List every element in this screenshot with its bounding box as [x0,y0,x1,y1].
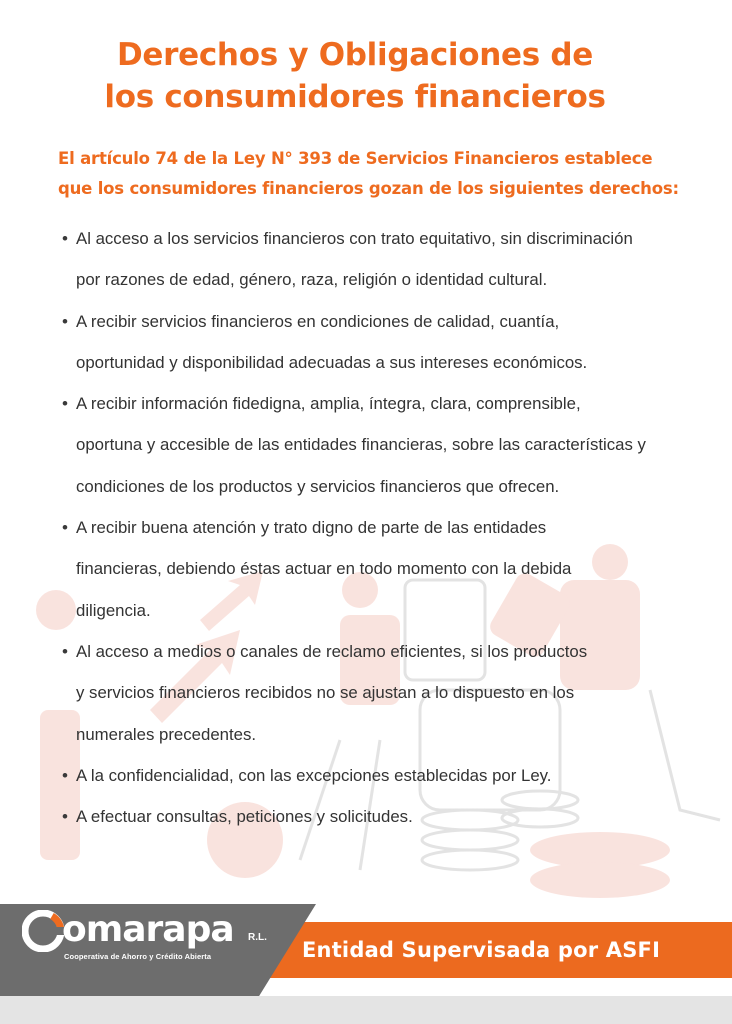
bullet-icon: • [62,765,68,785]
right-text: A recibir buena atención y trato digno de parte de las entidades financieras, debiendo éstas actuar en todo momento con la debida diligencia. [76,518,572,620]
list-item [62,301,596,384]
right-text: A efectuar consultas, peticiones y solicitudes. [76,807,413,827]
bullet-icon: • [62,394,68,414]
logo-c-icon [22,910,64,952]
intro-text [58,144,698,204]
logo-name: omarapa [62,909,234,950]
bullet-icon: • [62,311,68,331]
bullet-icon: • [62,807,68,827]
right-text: A la confidencialidad, con las excepciones establecidas por Ley. [76,765,552,785]
bullet-icon: • [62,229,68,248]
title-line-1: Derechos y Obligaciones de [116,37,593,73]
list-item [62,507,581,631]
bullet-icon: • [62,518,68,538]
title-line-2: los consumidores financieros [104,79,606,115]
bullet-icon: • [62,641,68,661]
logo-tagline: Cooperativa de Ahorro y Crédito Abierta [64,952,212,961]
footer-shadow [0,996,732,1024]
right-text: A recibir servicios financieros en condiciones de calidad, cuantía, oportunidad y disponibilidad adecuadas a sus intereses económicos. [76,311,588,372]
logo [22,910,272,970]
right-text: Al acceso a medios o canales de reclamo eficientes, si los productos y servicios financieros recibidos no se ajustan a lo dispuesto en los numerales precedentes. [76,641,588,744]
list-item [62,631,591,755]
supervised-label: Entidad Supervisada por ASFI [302,938,661,962]
right-text: Al acceso a los servicios financieros con trato equitativo, sin discriminación por razones de edad, género, raza, religión o identidad cultural. [76,229,633,290]
list-item [62,755,636,796]
list-item [62,796,636,837]
right-text: A recibir información fidedigna, amplia, íntegra, clara, comprensible, oportuna y accesible de las entidades financieras, sobre las características y condiciones de los productos y servicios financieros que ofrecen. [76,394,646,496]
intro-line-1: El artículo 74 de la Ley N° 393 de Servicios Financieros establece [58,149,653,168]
list-item [62,218,644,301]
page-title [0,34,732,118]
list-item [62,383,651,507]
logo-suffix: R.L. [248,932,267,943]
intro-line-2: que los consumidores financieros gozan de los siguientes derechos: [58,179,679,198]
rights-list [62,218,662,837]
